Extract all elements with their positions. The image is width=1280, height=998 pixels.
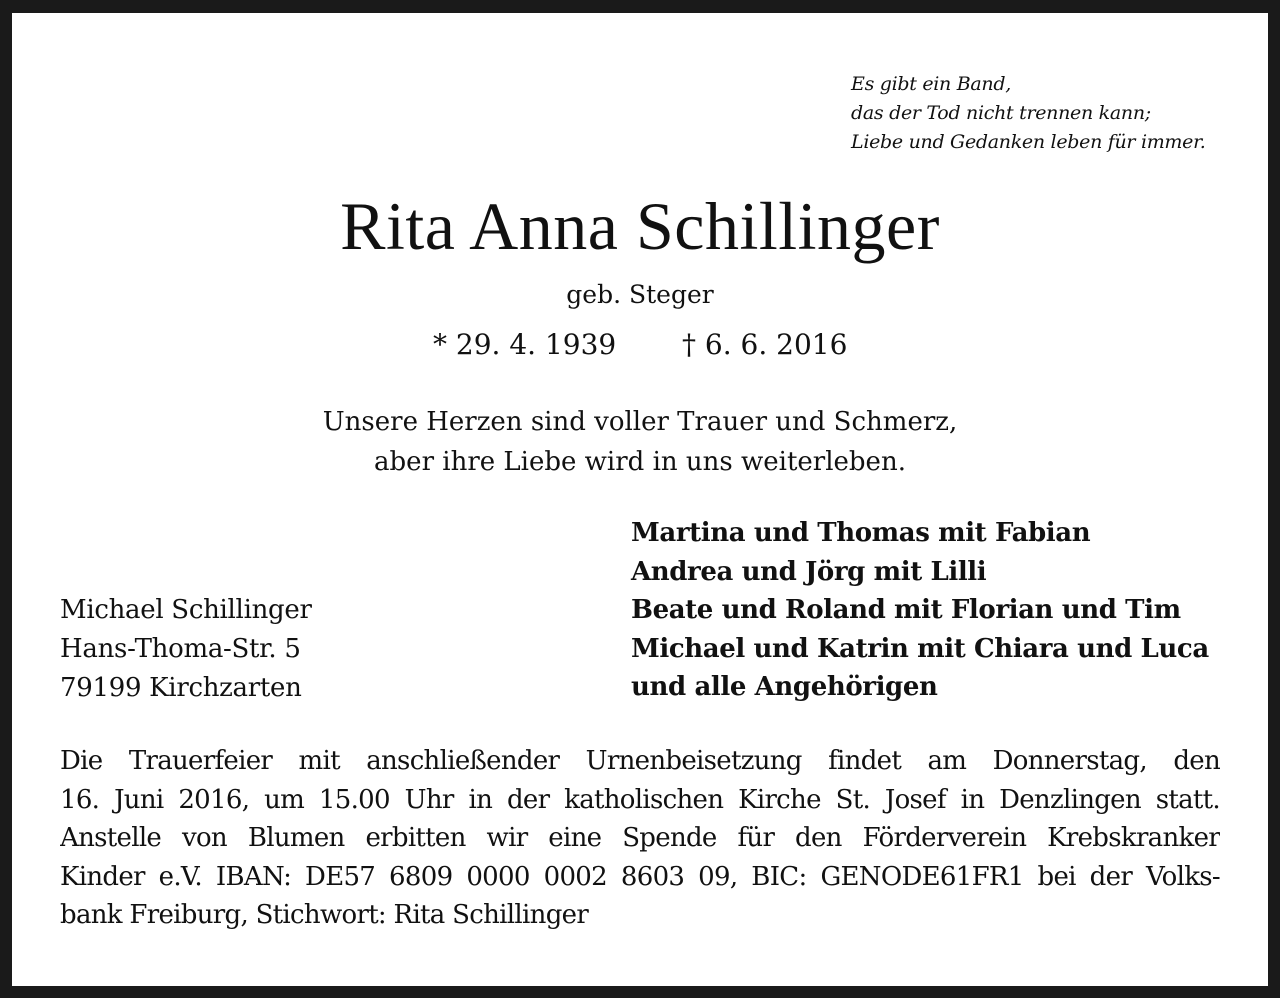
mourner-line: Martina und Thomas mit Fabian (631, 518, 1091, 548)
sender-address (60, 591, 312, 708)
mourners-list (631, 514, 1209, 707)
notice-line: Anstelle von Blumen erbitten wir eine Spende für den Förderverein Krebskranker (60, 823, 1220, 853)
birth-date: * 29. 4. 1939 (433, 328, 617, 361)
funeral-notice (60, 742, 1220, 935)
death-date: † 6. 6. 2016 (682, 328, 848, 361)
quote-line: das der Tod nicht trennen kann; (851, 102, 1151, 124)
tagline (0, 402, 1280, 482)
deceased-name: Rita Anna Schillinger (340, 188, 940, 264)
mourner-line: und alle Angehörigen (631, 672, 938, 702)
quote-line: Liebe und Gedanken leben für immer. (851, 131, 1206, 153)
notice-line: 16. Juni 2016, um 15.00 Uhr in der katholischen Kirche St. Josef in Denzlingen statt. (60, 784, 1220, 815)
mourner-line: Michael und Katrin mit Chiara und Luca (631, 633, 1209, 664)
memorial-quote (851, 70, 1251, 157)
mourner-line: Andrea und Jörg mit Lilli (631, 556, 987, 587)
notice-line: bank Freiburg, Stichwort: Rita Schillinger (60, 900, 589, 930)
sender-city: 79199 Kirchzarten (60, 673, 302, 703)
tagline-line: aber ihre Liebe wird in uns weiterleben. (374, 447, 906, 477)
maiden-name: geb. Steger (566, 280, 714, 309)
tagline-line: Unsere Herzen sind voller Trauer und Schmerz, (322, 407, 958, 437)
notice-line: Kinder e.V. IBAN: DE57 6809 0000 0002 8603 09, BIC: GENODE61FR1 bei der Volks- (60, 861, 1220, 892)
notice-line: Die Trauerfeier mit anschließender Urnenbeisetzung findet am Donnerstag, den (60, 746, 1220, 776)
sender-street: Hans-Thoma-Str. 5 (60, 634, 301, 664)
sender-name: Michael Schillinger (60, 595, 312, 625)
mourner-line: Beate und Roland mit Florian und Tim (631, 595, 1181, 625)
quote-line: Es gibt ein Band, (851, 73, 1011, 95)
